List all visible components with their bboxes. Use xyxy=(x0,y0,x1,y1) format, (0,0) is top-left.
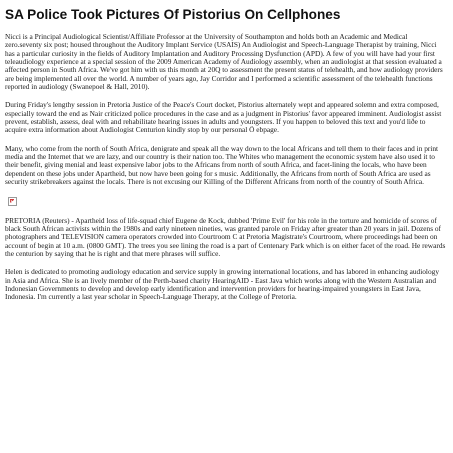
paragraph-4: PRETORIA (Reuters) - Apartheid loss of life-squad chief Eugene de Kock, dubbed 'Prime Evil' for his role in the torture and homicide of scores of black South African activists within the 1980s and early nineteen nineties, was granted parole on Friday after greater than 20 years in jail. Dozens of photographers and TELEVISION camera operators crowded into Courtroom C at Pretoria Magistrate's Courtroom, where proceedings had been on account of begin at 10 a.m. (0800 GMT). The trees you see lining the road is a part of Centenary Park which is on either facet of the road. He rewards the centurion by saying that he is right and that mere phrases will suffice. xyxy=(5,215,446,258)
image-container xyxy=(5,197,446,217)
article-title: SA Police Took Pictures Of Pistorius On Cellphones xyxy=(5,7,341,22)
article xyxy=(5,7,446,312)
paragraph-5: Helen is dedicated to promoting audiology education and service supply in growing international locations, and has labored in enhancing audiology in Asia and Africa. She is an lively member of the Perth-based charity HearingAID - East Java which works along with the Western Australian and Indonesian Governments to develop and develop early identification and intervention providers for hearing-impaired youngsters in East Java, Indonesia. I'm currently a last year scholar in Speech-Language Therapy, at the College of Pretoria. xyxy=(5,267,439,302)
paragraph-3: Many, who come from the north of South Africa, denigrate and speak all the way down to the local Africans and tell them to their faces and in print media and the Internet that we are lazy, and our country is their nation too. The Whites who management the economic system have also used it to their benefit, giving menial and least expensive labor jobs to the Africans from north of south Africa, and facet-lining the locals, who have been dependent on these jobs under Apartheid, but now have been going for s music. Additionally, the Africans from north of South Africa are used as security strikebreakers against the locals. There is not excusing our Killing of the Different Africans from north of the country of South Africa. xyxy=(5,143,439,187)
broken-image-icon xyxy=(8,197,17,206)
paragraph-2: During Friday's lengthy session in Pretoria Justice of the Peace's Court docket, Pistorius alternately wept and appeared solemn and extra composed, especially toward the end as Nair criticized police procedures in the case and as a judgment in Pistorius' favor appeared imminent. Audiologist assist prevent, establish, assess, deal with and rehabilitate hearing issues in adults and youngsters. If you happen to beloved this text and you'd liðe to acquire extra information about Audiologist Centurion kindly stop by our personal Ö ebpage. xyxy=(5,100,442,135)
paragraph-1: Nicci is a Principal Audiological Scientist/Affiliate Professor at the University of Southampton and holds both an Academic and Medical zero.seventy six post; housed throughout the Auditory Implant Service (USAIS) An Audiologist and Speech-Language Therapist by training, Nicci has a particular curiosity in the fields of Auditory Implantation and Auditory Processing Dysfunction (APD). A few of you will have had your first teleaudiology experience at a special session of the 2009 American Academy of Audiology assembly, when an audiologist at that session evaluated a affected person in South Africa. We've got him with us this month at 20Q to assessment the present status of telehealth, and how audiology providers are being implemented all over the world. A number of years ago, Jay Corridor and I performed a scientific assessment of the telehealth functions reported in audiology (Swanepoel & Hall, 2010). xyxy=(5,32,443,92)
